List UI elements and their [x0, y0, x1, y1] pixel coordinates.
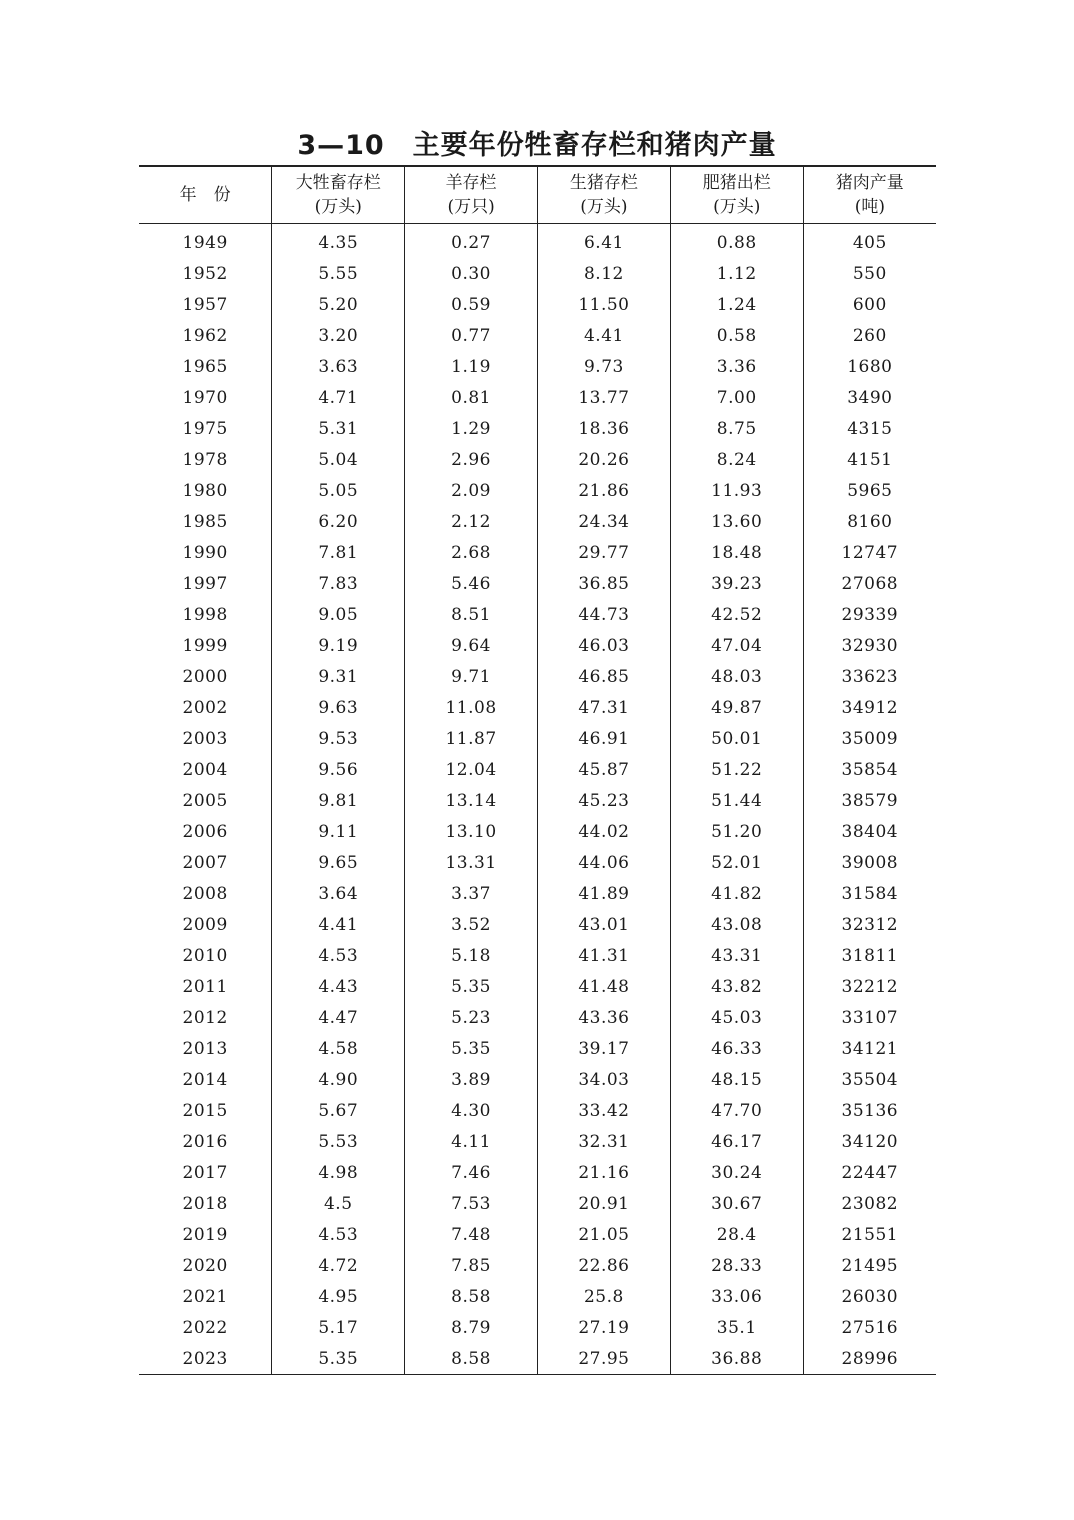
year-cell: 1965	[182, 356, 228, 377]
sheep-cell: 0.59	[405, 289, 538, 320]
table-row	[139, 1312, 936, 1343]
large-livestock-cell: 4.58	[272, 1033, 405, 1064]
year-cell: 2017	[182, 1162, 228, 1183]
large-livestock-cell: 5.55	[272, 258, 405, 289]
large-livestock-cell: 9.11	[272, 816, 405, 847]
pork-output-cell: 31811	[803, 940, 936, 971]
year-cell: 1997	[182, 573, 228, 594]
large-livestock-cell: 4.72	[272, 1250, 405, 1281]
hog-slaughter-cell: 51.44	[670, 785, 803, 816]
large-livestock-cell: 7.83	[272, 568, 405, 599]
hog-stock-cell: 41.89	[537, 878, 670, 909]
table-row	[139, 1157, 936, 1188]
year-cell: 2020	[182, 1255, 228, 1276]
hog-stock-cell: 43.01	[537, 909, 670, 940]
header-year-label: 年 份	[179, 185, 231, 205]
table-body	[139, 224, 936, 1375]
hog-stock-cell: 44.73	[537, 599, 670, 630]
large-livestock-cell: 4.71	[272, 382, 405, 413]
hog-slaughter-cell: 1.24	[670, 289, 803, 320]
hog-slaughter-cell: 41.82	[670, 878, 803, 909]
header-pork-output-label: 猪肉产量	[835, 173, 904, 193]
hog-stock-cell: 9.73	[537, 351, 670, 382]
hog-stock-cell: 13.77	[537, 382, 670, 413]
table-row	[139, 444, 936, 475]
year-cell: 1980	[182, 480, 228, 501]
hog-slaughter-cell: 51.20	[670, 816, 803, 847]
large-livestock-cell: 5.31	[272, 413, 405, 444]
year-cell: 2014	[182, 1069, 228, 1090]
year-cell: 2021	[182, 1286, 228, 1307]
hog-stock-cell: 20.91	[537, 1188, 670, 1219]
hog-stock-cell: 41.48	[537, 971, 670, 1002]
data-table	[139, 165, 936, 1375]
sheep-cell: 11.87	[405, 723, 538, 754]
sheep-cell: 11.08	[405, 692, 538, 723]
header-year	[139, 166, 272, 224]
table-row	[139, 289, 936, 320]
hog-slaughter-cell: 28.33	[670, 1250, 803, 1281]
hog-stock-cell: 6.41	[537, 224, 670, 259]
sheep-cell: 1.29	[405, 413, 538, 444]
sheep-cell: 13.31	[405, 847, 538, 878]
large-livestock-cell: 5.35	[272, 1343, 405, 1375]
hog-stock-cell: 45.23	[537, 785, 670, 816]
year-cell: 2008	[182, 883, 228, 904]
pork-output-cell: 23082	[803, 1188, 936, 1219]
hog-stock-cell: 20.26	[537, 444, 670, 475]
sheep-cell: 2.09	[405, 475, 538, 506]
sheep-cell: 4.30	[405, 1095, 538, 1126]
table-row	[139, 382, 936, 413]
hog-slaughter-cell: 18.48	[670, 537, 803, 568]
sheep-cell: 8.58	[405, 1281, 538, 1312]
year-cell: 1978	[182, 449, 228, 470]
table-row	[139, 785, 936, 816]
header-large-livestock	[272, 166, 405, 224]
pork-output-cell: 550	[803, 258, 936, 289]
hog-stock-cell: 21.05	[537, 1219, 670, 1250]
table-row	[139, 258, 936, 289]
large-livestock-cell: 9.63	[272, 692, 405, 723]
sheep-cell: 13.10	[405, 816, 538, 847]
sheep-cell: 0.27	[405, 224, 538, 259]
sheep-cell: 12.04	[405, 754, 538, 785]
year-cell: 2002	[182, 697, 228, 718]
table-row	[139, 1002, 936, 1033]
pork-output-cell: 260	[803, 320, 936, 351]
sheep-cell: 0.77	[405, 320, 538, 351]
sheep-cell: 13.14	[405, 785, 538, 816]
hog-slaughter-cell: 35.1	[670, 1312, 803, 1343]
table-row	[139, 754, 936, 785]
pork-output-cell: 21551	[803, 1219, 936, 1250]
hog-stock-cell: 25.8	[537, 1281, 670, 1312]
sheep-cell: 3.37	[405, 878, 538, 909]
year-cell: 1990	[182, 542, 228, 563]
large-livestock-cell: 3.20	[272, 320, 405, 351]
sheep-cell: 7.48	[405, 1219, 538, 1250]
table-row	[139, 351, 936, 382]
hog-slaughter-cell: 28.4	[670, 1219, 803, 1250]
hog-stock-cell: 46.03	[537, 630, 670, 661]
year-cell: 2018	[182, 1193, 228, 1214]
large-livestock-cell: 4.43	[272, 971, 405, 1002]
large-livestock-cell: 5.53	[272, 1126, 405, 1157]
large-livestock-cell: 5.67	[272, 1095, 405, 1126]
pork-output-cell: 5965	[803, 475, 936, 506]
pork-output-cell: 32212	[803, 971, 936, 1002]
sheep-cell: 3.89	[405, 1064, 538, 1095]
hog-slaughter-cell: 49.87	[670, 692, 803, 723]
pork-output-cell: 33623	[803, 661, 936, 692]
sheep-cell: 8.58	[405, 1343, 538, 1375]
pork-output-cell: 38404	[803, 816, 936, 847]
table-row	[139, 1343, 936, 1375]
hog-stock-cell: 44.06	[537, 847, 670, 878]
year-cell: 2016	[182, 1131, 228, 1152]
table-row	[139, 1095, 936, 1126]
year-cell: 2009	[182, 914, 228, 935]
hog-slaughter-cell: 3.36	[670, 351, 803, 382]
sheep-cell: 8.79	[405, 1312, 538, 1343]
year-cell: 1998	[182, 604, 228, 625]
table-row	[139, 971, 936, 1002]
table-row	[139, 940, 936, 971]
hog-slaughter-cell: 0.58	[670, 320, 803, 351]
pork-output-cell: 35854	[803, 754, 936, 785]
year-cell: 2005	[182, 790, 228, 811]
pork-output-cell: 34912	[803, 692, 936, 723]
hog-stock-cell: 27.95	[537, 1343, 670, 1375]
sheep-cell: 4.11	[405, 1126, 538, 1157]
sheep-cell: 8.51	[405, 599, 538, 630]
hog-slaughter-cell: 43.82	[670, 971, 803, 1002]
hog-stock-cell: 11.50	[537, 289, 670, 320]
livestock-table	[139, 165, 936, 1375]
large-livestock-cell: 4.5	[272, 1188, 405, 1219]
hog-stock-cell: 27.19	[537, 1312, 670, 1343]
year-cell: 2023	[182, 1348, 228, 1369]
header-hog-slaughter-unit: (万头)	[713, 197, 761, 217]
hog-stock-cell: 21.16	[537, 1157, 670, 1188]
hog-slaughter-cell: 50.01	[670, 723, 803, 754]
hog-stock-cell: 22.86	[537, 1250, 670, 1281]
table-row	[139, 1250, 936, 1281]
sheep-cell: 9.71	[405, 661, 538, 692]
table-row	[139, 475, 936, 506]
large-livestock-cell: 4.53	[272, 940, 405, 971]
hog-slaughter-cell: 45.03	[670, 1002, 803, 1033]
large-livestock-cell: 4.41	[272, 909, 405, 940]
hog-stock-cell: 46.91	[537, 723, 670, 754]
year-cell: 1975	[182, 418, 228, 439]
header-sheep	[405, 166, 538, 224]
hog-slaughter-cell: 47.04	[670, 630, 803, 661]
hog-slaughter-cell: 0.88	[670, 224, 803, 259]
large-livestock-cell: 5.04	[272, 444, 405, 475]
pork-output-cell: 405	[803, 224, 936, 259]
hog-slaughter-cell: 8.75	[670, 413, 803, 444]
table-row	[139, 599, 936, 630]
pork-output-cell: 32312	[803, 909, 936, 940]
large-livestock-cell: 9.05	[272, 599, 405, 630]
table-row	[139, 537, 936, 568]
table-row	[139, 1064, 936, 1095]
header-hog-stock	[537, 166, 670, 224]
large-livestock-cell: 3.64	[272, 878, 405, 909]
large-livestock-cell: 4.95	[272, 1281, 405, 1312]
table-row	[139, 1219, 936, 1250]
table-row	[139, 1126, 936, 1157]
year-cell: 2003	[182, 728, 228, 749]
pork-output-cell: 22447	[803, 1157, 936, 1188]
large-livestock-cell: 9.81	[272, 785, 405, 816]
table-row	[139, 909, 936, 940]
sheep-cell: 0.81	[405, 382, 538, 413]
hog-stock-cell: 4.41	[537, 320, 670, 351]
hog-slaughter-cell: 1.12	[670, 258, 803, 289]
table-row	[139, 506, 936, 537]
large-livestock-cell: 3.63	[272, 351, 405, 382]
year-cell: 2019	[182, 1224, 228, 1245]
pork-output-cell: 12747	[803, 537, 936, 568]
pork-output-cell: 33107	[803, 1002, 936, 1033]
hog-stock-cell: 8.12	[537, 258, 670, 289]
hog-slaughter-cell: 47.70	[670, 1095, 803, 1126]
hog-slaughter-cell: 36.88	[670, 1343, 803, 1375]
table-row	[139, 723, 936, 754]
large-livestock-cell: 4.98	[272, 1157, 405, 1188]
sheep-cell: 7.46	[405, 1157, 538, 1188]
year-cell: 1962	[182, 325, 228, 346]
hog-stock-cell: 43.36	[537, 1002, 670, 1033]
hog-stock-cell: 33.42	[537, 1095, 670, 1126]
sheep-cell: 9.64	[405, 630, 538, 661]
hog-slaughter-cell: 7.00	[670, 382, 803, 413]
pork-output-cell: 34120	[803, 1126, 936, 1157]
large-livestock-cell: 5.05	[272, 475, 405, 506]
header-hog-slaughter-label: 肥猪出栏	[702, 173, 771, 193]
large-livestock-cell: 4.53	[272, 1219, 405, 1250]
year-cell: 2012	[182, 1007, 228, 1028]
header-pork-output	[803, 166, 936, 224]
sheep-cell: 0.30	[405, 258, 538, 289]
table-row	[139, 661, 936, 692]
sheep-cell: 7.53	[405, 1188, 538, 1219]
sheep-cell: 2.96	[405, 444, 538, 475]
large-livestock-cell: 4.35	[272, 224, 405, 259]
sheep-cell: 5.18	[405, 940, 538, 971]
table-row	[139, 320, 936, 351]
hog-stock-cell: 36.85	[537, 568, 670, 599]
hog-stock-cell: 47.31	[537, 692, 670, 723]
year-cell: 2011	[182, 976, 228, 997]
hog-stock-cell: 24.34	[537, 506, 670, 537]
table-row	[139, 568, 936, 599]
hog-stock-cell: 46.85	[537, 661, 670, 692]
sheep-cell: 7.85	[405, 1250, 538, 1281]
pork-output-cell: 27516	[803, 1312, 936, 1343]
hog-slaughter-cell: 46.17	[670, 1126, 803, 1157]
table-row	[139, 816, 936, 847]
table-header-row	[139, 166, 936, 224]
year-cell: 2010	[182, 945, 228, 966]
large-livestock-cell: 4.90	[272, 1064, 405, 1095]
header-pork-output-unit: (吨)	[854, 197, 885, 217]
hog-slaughter-cell: 42.52	[670, 599, 803, 630]
hog-slaughter-cell: 43.08	[670, 909, 803, 940]
large-livestock-cell: 9.19	[272, 630, 405, 661]
sheep-cell: 5.46	[405, 568, 538, 599]
large-livestock-cell: 9.53	[272, 723, 405, 754]
year-cell: 1985	[182, 511, 228, 532]
pork-output-cell: 39008	[803, 847, 936, 878]
header-hog-stock-unit: (万头)	[580, 197, 628, 217]
table-row	[139, 847, 936, 878]
pork-output-cell: 4315	[803, 413, 936, 444]
pork-output-cell: 1680	[803, 351, 936, 382]
pork-output-cell: 3490	[803, 382, 936, 413]
sheep-cell: 5.23	[405, 1002, 538, 1033]
hog-slaughter-cell: 51.22	[670, 754, 803, 785]
table-row	[139, 1188, 936, 1219]
hog-stock-cell: 34.03	[537, 1064, 670, 1095]
header-sheep-label: 羊存栏	[445, 173, 497, 193]
large-livestock-cell: 5.20	[272, 289, 405, 320]
page-title: 3—10 主要年份牲畜存栏和猪肉产量	[297, 130, 777, 161]
table-row	[139, 878, 936, 909]
year-cell: 1970	[182, 387, 228, 408]
large-livestock-cell: 5.17	[272, 1312, 405, 1343]
hog-slaughter-cell: 11.93	[670, 475, 803, 506]
year-cell: 2007	[182, 852, 228, 873]
large-livestock-cell: 4.47	[272, 1002, 405, 1033]
hog-slaughter-cell: 30.67	[670, 1188, 803, 1219]
year-cell: 2000	[182, 666, 228, 687]
year-cell: 2013	[182, 1038, 228, 1059]
year-cell: 2022	[182, 1317, 228, 1338]
large-livestock-cell: 6.20	[272, 506, 405, 537]
hog-slaughter-cell: 52.01	[670, 847, 803, 878]
pork-output-cell: 34121	[803, 1033, 936, 1064]
header-hog-slaughter	[670, 166, 803, 224]
hog-slaughter-cell: 46.33	[670, 1033, 803, 1064]
table-row	[139, 692, 936, 723]
hog-slaughter-cell: 43.31	[670, 940, 803, 971]
hog-slaughter-cell: 48.03	[670, 661, 803, 692]
header-large-livestock-label: 大牲畜存栏	[295, 173, 381, 193]
hog-stock-cell: 21.86	[537, 475, 670, 506]
table-row	[139, 224, 936, 259]
large-livestock-cell: 9.65	[272, 847, 405, 878]
hog-stock-cell: 18.36	[537, 413, 670, 444]
year-cell: 1957	[182, 294, 228, 315]
pork-output-cell: 32930	[803, 630, 936, 661]
sheep-cell: 3.52	[405, 909, 538, 940]
table-row	[139, 630, 936, 661]
sheep-cell: 2.68	[405, 537, 538, 568]
header-large-livestock-unit: (万头)	[314, 197, 362, 217]
hog-stock-cell: 39.17	[537, 1033, 670, 1064]
hog-slaughter-cell: 48.15	[670, 1064, 803, 1095]
hog-stock-cell: 29.77	[537, 537, 670, 568]
large-livestock-cell: 9.31	[272, 661, 405, 692]
pork-output-cell: 38579	[803, 785, 936, 816]
year-cell: 1999	[182, 635, 228, 656]
hog-stock-cell: 44.02	[537, 816, 670, 847]
year-cell: 1949	[182, 232, 228, 253]
pork-output-cell: 26030	[803, 1281, 936, 1312]
header-sheep-unit: (万只)	[447, 197, 495, 217]
pork-output-cell: 4151	[803, 444, 936, 475]
pork-output-cell: 31584	[803, 878, 936, 909]
table-row	[139, 1033, 936, 1064]
table-row	[139, 413, 936, 444]
pork-output-cell: 8160	[803, 506, 936, 537]
hog-slaughter-cell: 8.24	[670, 444, 803, 475]
sheep-cell: 2.12	[405, 506, 538, 537]
pork-output-cell: 27068	[803, 568, 936, 599]
hog-slaughter-cell: 33.06	[670, 1281, 803, 1312]
year-cell: 2006	[182, 821, 228, 842]
sheep-cell: 5.35	[405, 971, 538, 1002]
pork-output-cell: 35009	[803, 723, 936, 754]
pork-output-cell: 35136	[803, 1095, 936, 1126]
sheep-cell: 1.19	[405, 351, 538, 382]
year-cell: 1952	[182, 263, 228, 284]
year-cell: 2004	[182, 759, 228, 780]
hog-stock-cell: 41.31	[537, 940, 670, 971]
pork-output-cell: 29339	[803, 599, 936, 630]
hog-slaughter-cell: 39.23	[670, 568, 803, 599]
large-livestock-cell: 7.81	[272, 537, 405, 568]
hog-slaughter-cell: 13.60	[670, 506, 803, 537]
pork-output-cell: 600	[803, 289, 936, 320]
pork-output-cell: 28996	[803, 1343, 936, 1375]
hog-slaughter-cell: 30.24	[670, 1157, 803, 1188]
large-livestock-cell: 9.56	[272, 754, 405, 785]
hog-stock-cell: 32.31	[537, 1126, 670, 1157]
pork-output-cell: 21495	[803, 1250, 936, 1281]
table-row	[139, 1281, 936, 1312]
sheep-cell: 5.35	[405, 1033, 538, 1064]
hog-stock-cell: 45.87	[537, 754, 670, 785]
year-cell: 2015	[182, 1100, 228, 1121]
header-hog-stock-label: 生猪存栏	[569, 173, 638, 193]
pork-output-cell: 35504	[803, 1064, 936, 1095]
